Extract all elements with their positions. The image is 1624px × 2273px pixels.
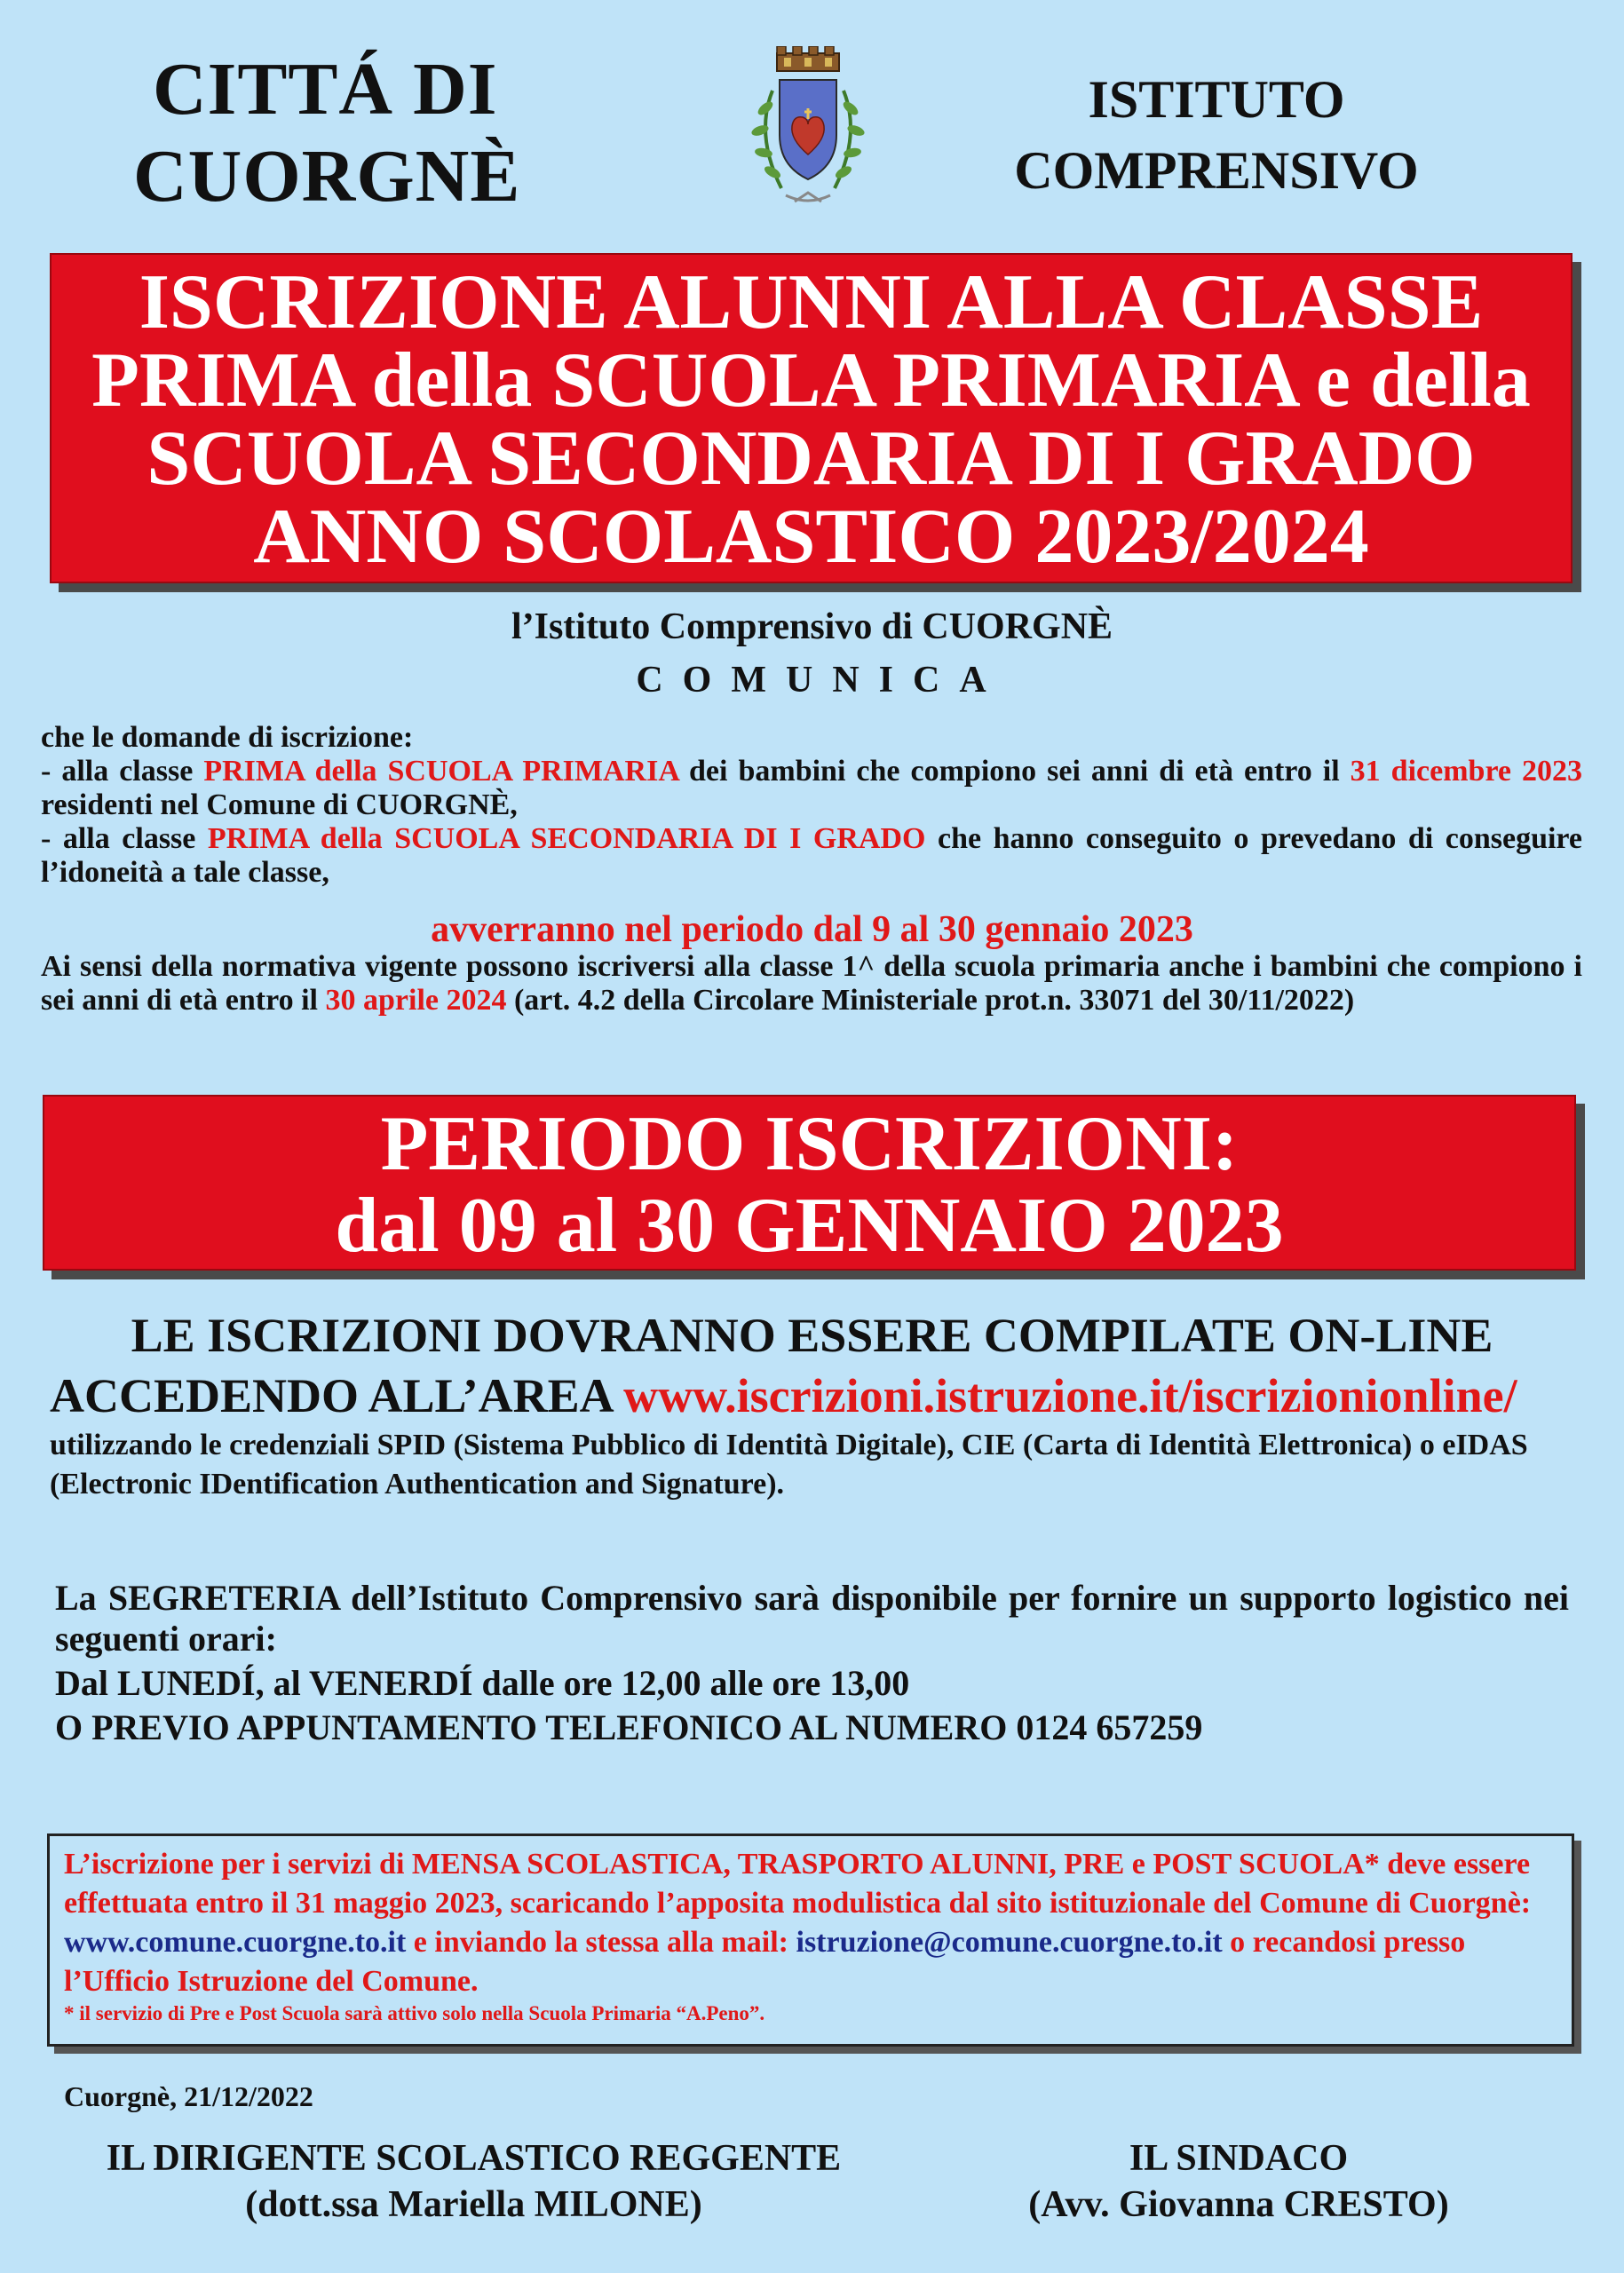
city-crest-icon: [737, 46, 879, 215]
document-date: Cuorgnè, 21/12/2022: [64, 2080, 313, 2112]
signature-mayor: [972, 2135, 1505, 2228]
text-segment: Ai sensi della normativa vigente possono iscriversi alla classe 1^ della scuola primaria anche i bambini che compiono i sei anni di età entro il: [41, 950, 1582, 1017]
online-access-line: [50, 1366, 1612, 1426]
communication-word: COMUNICA: [636, 660, 1006, 701]
credentials-note: utilizzando le credenziali SPID (Sistema Pubblico di Identità Digitale), CIE (Carta di Identità Elettronica) o eIDAS (Electronic IDentification Authentication and Signature).: [50, 1429, 1528, 1501]
text-segment: dei bambini che compiono sei anni di età entro il: [678, 755, 1351, 788]
communication-header: l’Istituto Comprensivo di CUORGNÈ: [511, 606, 1113, 647]
highlight-date: 31 dicembre 2023: [1350, 755, 1583, 788]
office-hours: Dal LUNEDÍ, al VENERDÍ dalle ore 12,00 alle ore 13,00: [55, 1663, 910, 1703]
institute-title: [994, 64, 1438, 206]
text-segment: L’iscrizione per i servizi di MENSA SCOLASTICA, TRASPORTO ALUNNI, PRE e POST SCUOLA* deve essere effettuata entro il 31 maggio 2023, scaricando l’apposita modulistica dal sito istituzionale del Comune di Cuorgnè:: [64, 1848, 1532, 1920]
enrollment-banner-line2: PRIMA della SCUOLA PRIMARIA e della: [91, 337, 1531, 424]
office-support-text: La SEGRETERIA dell’Istituto Comprensivo sarà disponibile per fornire un supporto logistico nei seguenti orari:: [55, 1578, 1569, 1659]
text-segment: (art. 4.2 della Circolare Ministeriale prot.n. 33071 del 30/11/2022): [506, 984, 1355, 1017]
institute-title-line2: COMPRENSIVO: [1014, 141, 1419, 200]
comune-website-link[interactable]: www.comune.cuorgne.to.it: [64, 1926, 407, 1959]
text-segment: e inviando la stessa alla mail:: [406, 1926, 796, 1959]
enrollment-banner: [50, 253, 1573, 583]
period-sentence: avverranno nel periodo dal 9 al 30 gennaio 2023: [431, 909, 1193, 950]
signature-principal: [59, 2135, 889, 2228]
enrollment-banner-line1: ISCRIZIONE ALUNNI ALLA CLASSE: [139, 259, 1484, 345]
city-title-line2: CUORGNÈ: [133, 135, 521, 218]
mayor-title: IL SINDACO: [1129, 2138, 1349, 2179]
period-banner-line1: PERIODO ISCRIZIONI:: [380, 1101, 1239, 1187]
mayor-name: (Avv. Giovanna CRESTO): [1028, 2184, 1449, 2225]
enrollment-url-link[interactable]: www.iscrizioni.istruzione.it/iscrizionionline/: [623, 1369, 1517, 1422]
institute-title-line1: ISTITUTO: [1088, 70, 1345, 129]
text-segment: o recandosi presso l’Ufficio Istruzione del Comune.: [64, 1926, 1466, 1998]
online-heading: LE ISCRIZIONI DOVRANNO ESSERE COMPILATE ON-LINE: [131, 1309, 1493, 1362]
period-banner: [43, 1095, 1576, 1271]
text-segment: ACCEDENDO ALL’AREA: [50, 1369, 624, 1422]
highlight-deadline: 30 aprile 2024: [325, 984, 507, 1017]
text-segment: - alla classe: [41, 755, 204, 788]
text-segment: - alla classe: [41, 822, 208, 855]
period-banner-line2: dal 09 al 30 GENNAIO 2023: [335, 1183, 1284, 1269]
services-text: [64, 1845, 1557, 2001]
principal-name: (dott.ssa Mariella MILONE): [245, 2184, 702, 2225]
enrollment-intro: che le domande di iscrizione:: [41, 721, 414, 754]
office-phone: O PREVIO APPUNTAMENTO TELEFONICO AL NUMERO 0124 657259: [55, 1707, 1203, 1747]
regulation-note: [41, 950, 1582, 1018]
enrollment-details: [41, 721, 1582, 890]
enrollment-item-secondary: [41, 822, 1582, 890]
highlight-primary: PRIMA della SCUOLA PRIMARIA: [203, 755, 679, 788]
services-footnote: * il servizio di Pre e Post Scuola sarà attivo solo nella Scuola Primaria “A.Peno”.: [64, 2002, 765, 2024]
highlight-secondary: PRIMA della SCUOLA SECONDARIA DI I GRADO: [207, 822, 926, 855]
enrollment-item-primary: [41, 755, 1582, 822]
email-link[interactable]: istruzione@comune.cuorgne.to.it: [796, 1926, 1223, 1959]
city-title-line1: CITTÁ DI: [153, 48, 498, 131]
services-box: [47, 1833, 1574, 2047]
enrollment-banner-line4: ANNO SCOLASTICO 2023/2024: [253, 494, 1369, 580]
text-segment: che hanno conseguito o prevedano di conseguire l’idoneità a tale classe,: [41, 822, 1582, 889]
enrollment-banner-line3: SCUOLA SECONDARIA DI I GRADO: [147, 416, 1476, 502]
principal-title: IL DIRIGENTE SCOLASTICO REGGENTE: [106, 2138, 842, 2179]
text-segment: residenti nel Comune di CUORGNÈ,: [41, 788, 518, 821]
city-title: [133, 46, 666, 220]
